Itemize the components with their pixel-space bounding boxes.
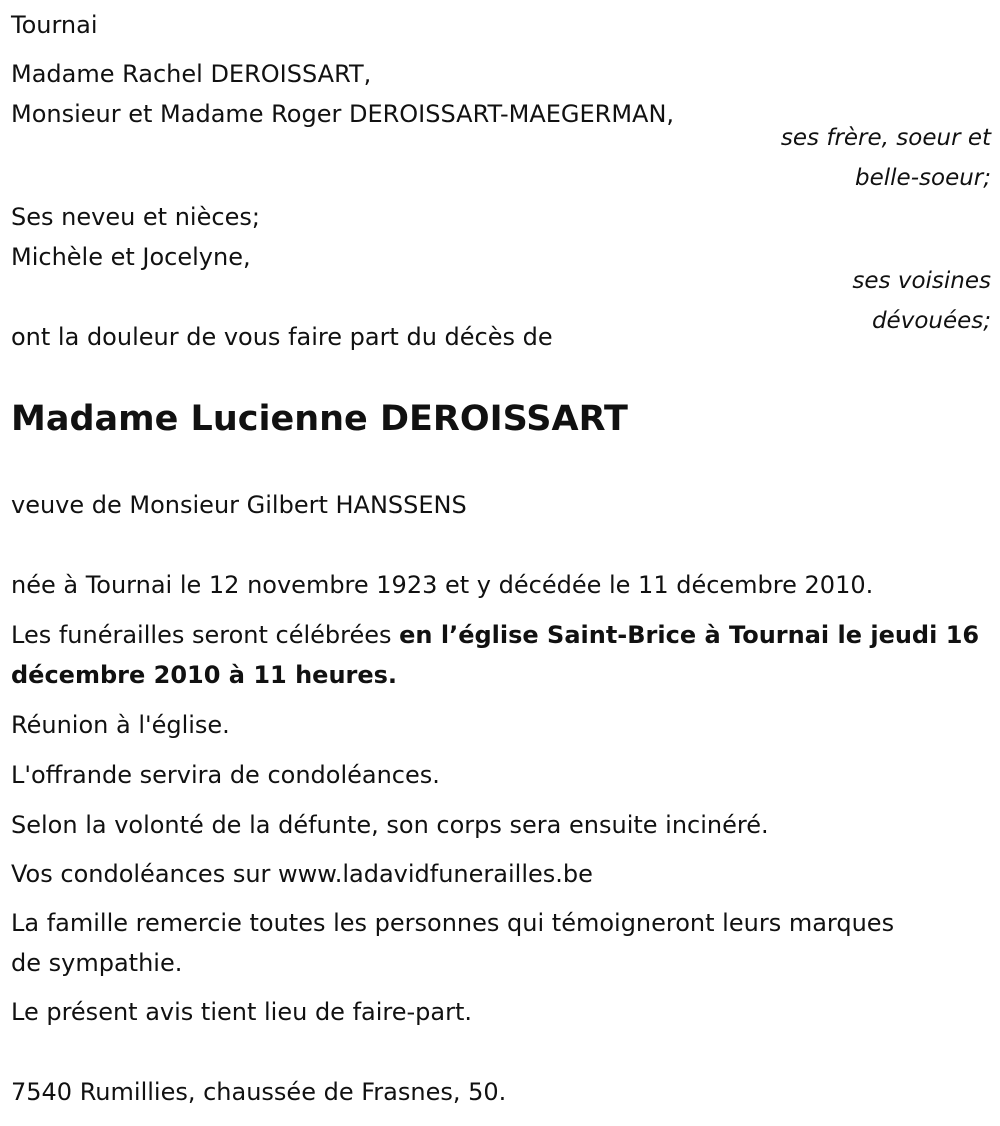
relation-neighbours-line-2: dévouées; [871, 308, 991, 334]
relation-siblings-line-1: ses frère, soeur et [780, 125, 991, 151]
funeral-intro: Les funérailles seront célébrées [11, 621, 400, 649]
relation-siblings-line-2: belle-soeur; [855, 165, 991, 191]
birth-death-text: née à Tournai le 12 novembre 1923 et y décédée le 11 décembre 2010. [11, 571, 874, 599]
offering-text: L'offrande servira de condoléances. [11, 761, 440, 789]
city-heading: Tournai [11, 11, 98, 39]
announcement-text: ont la douleur de vous faire part du décès de [11, 323, 553, 351]
family-line-1: Madame Rachel DEROISSART, [11, 60, 372, 88]
cremation-text: Selon la volonté de la défunte, son corps sera ensuite incinéré. [11, 811, 769, 839]
funeral-details [11, 615, 996, 695]
meeting-text: Réunion à l'église. [11, 711, 230, 739]
family-line-2: Monsieur et Madame Roger DEROISSART-MAEGERMAN, [11, 100, 675, 128]
family-line-3: Ses neveu et nièces; [11, 203, 260, 231]
relation-neighbours-line-1: ses voisines [852, 268, 991, 294]
funeral-location-date: en l’église Saint-Brice à Tournai le jeudi 16 décembre 2010 à 11 heures. [11, 621, 980, 689]
address-text: 7540 Rumillies, chaussée de Frasnes, 50. [11, 1078, 507, 1106]
family-line-4: Michèle et Jocelyne, [11, 243, 251, 271]
thanks-text: La famille remercie toutes les personnes qui témoigneront leurs marques de sympathie. [11, 909, 895, 977]
notice-text: Le présent avis tient lieu de faire-part. [11, 998, 473, 1026]
deceased-name: Madame Lucienne DEROISSART [11, 399, 628, 439]
widow-of-text: veuve de Monsieur Gilbert HANSSENS [11, 491, 467, 519]
condolences-text: Vos condoléances sur www.ladavidfunerailles.be [11, 860, 593, 888]
